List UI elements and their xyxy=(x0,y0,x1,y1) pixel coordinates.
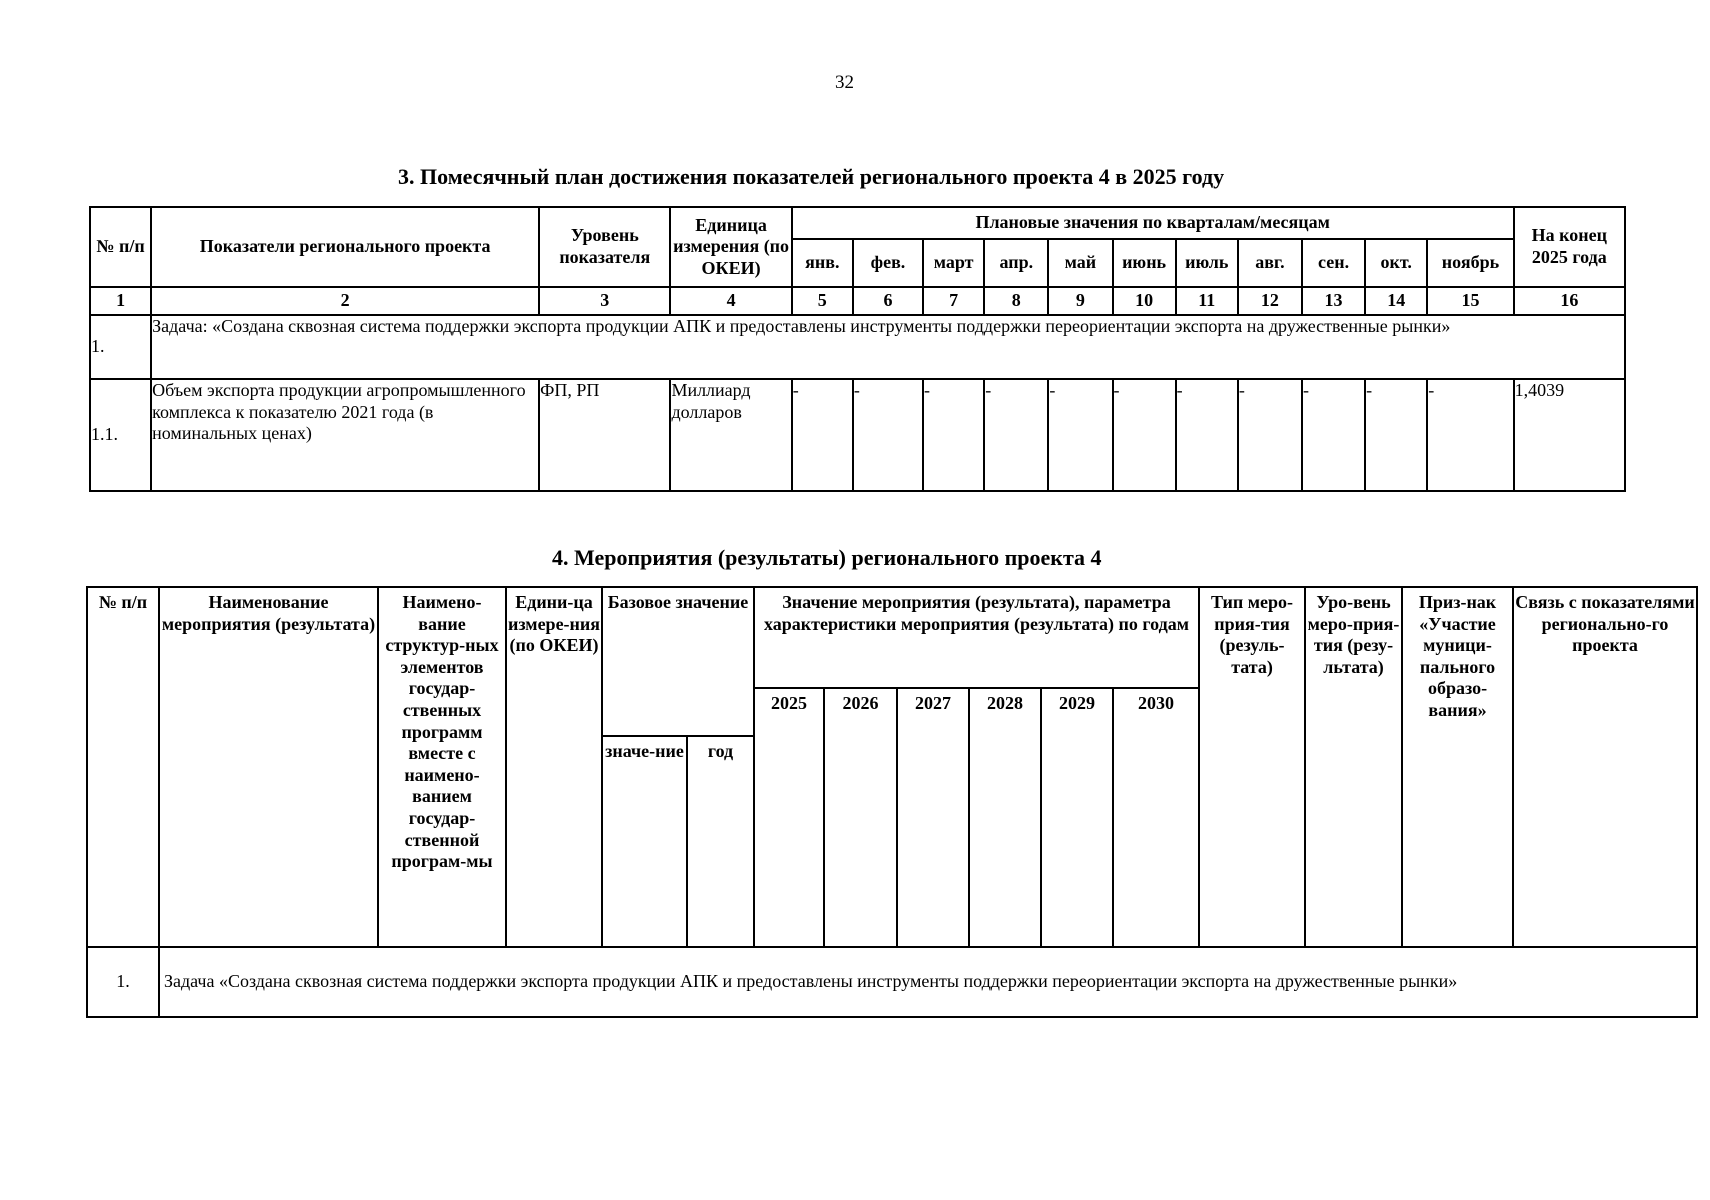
row-month-value: - xyxy=(1048,379,1112,491)
header-indicator: Показатели регионального проекта xyxy=(151,207,539,287)
header-municipal-participation: Приз-нак «Участие муници-пального образо-вания» xyxy=(1402,587,1513,947)
row-end-value: 1,4039 xyxy=(1514,379,1625,491)
header-month: ноябрь xyxy=(1427,239,1513,287)
row-month-value: - xyxy=(1302,379,1365,491)
column-number: 12 xyxy=(1238,287,1302,315)
header-base-value: Базовое значение xyxy=(602,587,754,736)
header-level: Уровень показателя xyxy=(539,207,670,287)
header-year: 2029 xyxy=(1041,688,1113,947)
header-planned-values: Плановые значения по кварталам/месяцам xyxy=(792,207,1514,239)
row-month-value: - xyxy=(984,379,1048,491)
row-month-value: - xyxy=(1176,379,1238,491)
section3-title: 3. Помесячный план достижения показателей регионального проекта 4 в 2025 году xyxy=(398,164,1225,189)
header-month: июнь xyxy=(1113,239,1176,287)
task-num: 1. xyxy=(87,947,159,1017)
header-month: янв. xyxy=(792,239,853,287)
page-number: 32 xyxy=(835,72,854,93)
column-number: 14 xyxy=(1365,287,1427,315)
column-number: 16 xyxy=(1514,287,1625,315)
row-month-value: - xyxy=(792,379,853,491)
header-year: 2027 xyxy=(897,688,969,947)
column-number: 13 xyxy=(1302,287,1365,315)
header-end-of-year: На конец 2025 года xyxy=(1514,207,1625,287)
column-number: 2 xyxy=(151,287,539,315)
row-level: ФП, РП xyxy=(539,379,670,491)
header-num: № п/п xyxy=(90,207,151,287)
row-month-value: - xyxy=(1427,379,1513,491)
header-month: сен. xyxy=(1302,239,1365,287)
header-base-value-amount: значе-ние xyxy=(602,736,687,947)
task-text: Задача: «Создана сквозная система поддержки экспорта продукции АПК и предоставлены инструменты поддержки переориентации экспорта на дружественные рынки» xyxy=(151,315,1625,379)
column-number: 3 xyxy=(539,287,670,315)
column-number: 8 xyxy=(984,287,1048,315)
column-number: 6 xyxy=(853,287,923,315)
header-month: авг. xyxy=(1238,239,1302,287)
header-activity-level: Уро-вень меро-прия-тия (резу-льтата) xyxy=(1305,587,1402,947)
column-number: 15 xyxy=(1427,287,1513,315)
row-month-value: - xyxy=(1238,379,1302,491)
header-year: 2025 xyxy=(754,688,824,947)
header-year: 2028 xyxy=(969,688,1041,947)
column-number: 4 xyxy=(670,287,791,315)
activities-table xyxy=(86,586,1698,1018)
row-month-value: - xyxy=(1113,379,1176,491)
task-num: 1. xyxy=(90,315,151,379)
header-activity-type: Тип меро-прия-тия (резуль-тата) xyxy=(1199,587,1305,947)
header-year: 2026 xyxy=(824,688,897,947)
header-month: фев. xyxy=(853,239,923,287)
row-indicator: Объем экспорта продукции агропромышленного комплекса к показателю 2021 года (в номинальных ценах) xyxy=(151,379,539,491)
header-base-year: год xyxy=(687,736,754,947)
header-values-by-year: Значение мероприятия (результата), параметра характеристики мероприятия (результата) по годам xyxy=(754,587,1199,688)
header-month: май xyxy=(1048,239,1112,287)
header-unit: Единица измерения (по ОКЕИ) xyxy=(670,207,791,287)
header-month: апр. xyxy=(984,239,1048,287)
header-month: окт. xyxy=(1365,239,1427,287)
header-num: № п/п xyxy=(87,587,159,947)
header-month: март xyxy=(923,239,984,287)
header-structural-elements: Наимено-вание структур-ных элементов государ-ственных программ вместе с наимено-ванием государ-ственной програм-мы xyxy=(378,587,506,947)
column-number: 5 xyxy=(792,287,853,315)
column-number: 10 xyxy=(1113,287,1176,315)
header-link-indicators: Связь с показателями регионально-го проекта xyxy=(1513,587,1697,947)
header-year: 2030 xyxy=(1113,688,1199,947)
column-number: 9 xyxy=(1048,287,1112,315)
row-month-value: - xyxy=(1365,379,1427,491)
section4-title: 4. Мероприятия (результаты) регионального проекта 4 xyxy=(552,545,1102,570)
row-num: 1.1. xyxy=(90,379,151,491)
column-number: 1 xyxy=(90,287,151,315)
row-month-value: - xyxy=(853,379,923,491)
table-row xyxy=(90,379,1625,491)
row-unit: Миллиард долларов xyxy=(670,379,791,491)
monthly-plan-table xyxy=(89,206,1626,492)
header-unit: Едини-ца измере-ния (по ОКЕИ) xyxy=(506,587,602,947)
task-text: Задача «Создана сквозная система поддержки экспорта продукции АПК и предоставлены инструменты поддержки переориентации экспорта на дружественные рынки» xyxy=(159,947,1697,1017)
column-number: 7 xyxy=(923,287,984,315)
header-month: июль xyxy=(1176,239,1238,287)
column-number: 11 xyxy=(1176,287,1238,315)
row-month-value: - xyxy=(923,379,984,491)
header-activity-name: Наименование мероприятия (результата) xyxy=(159,587,378,947)
